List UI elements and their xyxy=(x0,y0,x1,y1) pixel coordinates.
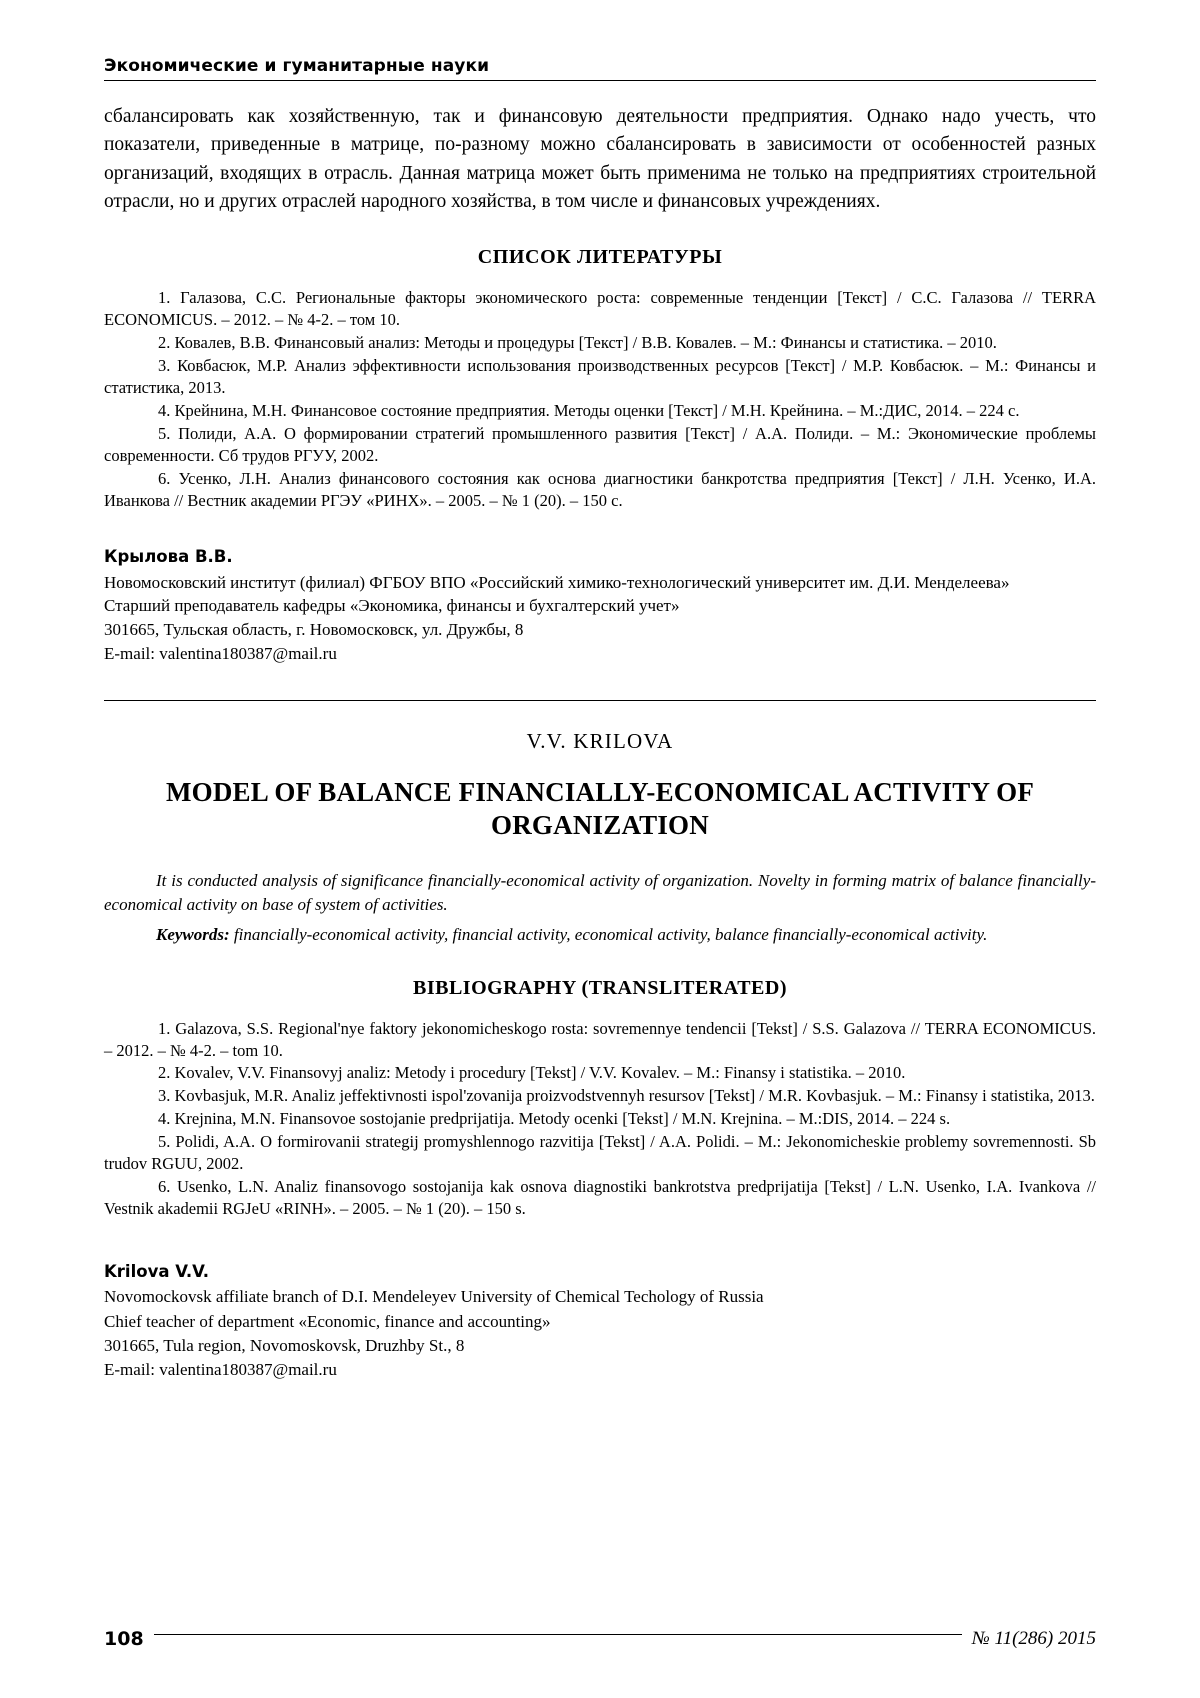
english-abstract: It is conducted analysis of significance financially-economical activity of organization. Novelty in forming matrix of balance financially-economical activity on base of system of activities. xyxy=(104,871,1096,915)
bibliography-item: 1. Galazova, S.S. Regional'nye faktory jekonomicheskogo rosta: sovremennye tendencii [Tekst] / S.S. Galazova // TERRA ECONOMICUS. – 2012. – № 4-2. – tom 10. xyxy=(104,1018,1096,1060)
bibliography-item: 3. Kovbasjuk, M.R. Analiz jeffektivnosti ispol'zovanija proizvodstvennyh resursov [Tekst] / M.R. Kovbasjuk. – M.: Finansy i statistika, 2013. xyxy=(158,1086,1095,1106)
footer-divider xyxy=(154,1634,962,1635)
bibliography-item: 2. Kovalev, V.V. Finansovyj analiz: Metody i procedury [Tekst] / V.V. Kovalev. – M.: Finansy i statistika. – 2010. xyxy=(158,1063,906,1083)
reference-item: 6. Усенко, Л.Н. Анализ финансового состояния как основа диагностики банкротства предприятия [Текст] / Л.Н. Усенко, И.А. Иванкова // Вестник академии РГЭУ «РИНХ». – 2005. – № 1 (20). – 150 с. xyxy=(104,468,1096,510)
reference-item: 2. Ковалев, В.В. Финансовый анализ: Методы и процедуры [Текст] / В.В. Ковалев. – М.: Финансы и статистика. – 2010. xyxy=(158,332,997,352)
page-number: 108 xyxy=(104,1628,144,1650)
bibliography-item: 6. Usenko, L.N. Analiz finansovogo sostojanija kak osnova diagnostiki bankrotstva predprijatija [Tekst] / L.N. Usenko, I.A. Ivankova // Vestnik akademii RGJeU «RINH». – 2005. – № 1 (20). – 150 s. xyxy=(104,1177,1096,1219)
english-author: V.V. KRILOVA xyxy=(526,728,674,753)
header-divider xyxy=(104,80,1096,81)
english-title: MODEL OF BALANCE FINANCIALLY-ECONOMICAL ACTIVITY OF ORGANIZATION xyxy=(165,776,1035,841)
reference-item: 3. Ковбасюк, М.Р. Анализ эффективности использования производственных ресурсов [Текст] / М.Р. Ковбасюк. – М.: Финансы и статистика, 2013. xyxy=(104,355,1096,397)
reference-item: 4. Крейнина, М.Н. Финансовое состояние предприятия. Методы оценки [Текст] / М.Н. Крейнина. – М.:ДИС, 2014. – 224 с. xyxy=(158,400,1020,420)
running-header: Экономические и гуманитарные науки xyxy=(104,56,490,76)
english-keywords xyxy=(104,923,1096,947)
issue-label: № 11(286) 2015 xyxy=(971,1628,1096,1649)
author-affiliation-ru: Новомосковский институт (филиал) ФГБОУ ВПО «Российский химико-технологический университет им. Д.И. Менделеева» xyxy=(104,572,1010,592)
author-email-en: E-mail: valentina180387@mail.ru xyxy=(104,1359,337,1379)
author-name-ru: Крылова В.В. xyxy=(104,547,233,567)
author-address-en: 301665, Tula region, Novomoskovsk, Druzhby St., 8 xyxy=(104,1335,465,1355)
reference-item: 1. Галазова, С.С. Региональные факторы экономического роста: современные тенденции [Текст] / С.С. Галазова // TERRA ECONOMICUS. – 2012. – № 4-2. – том 10. xyxy=(104,288,1096,329)
bibliography-list xyxy=(104,1018,1096,1220)
reference-item: 5. Полиди, А.А. О формировании стратегий промышленного развития [Текст] / А.А. Полиди. – М.: Экономические проблемы современности. Сб трудов РГУУ, 2002. xyxy=(104,423,1096,465)
section-divider xyxy=(104,700,1096,701)
keywords-text: financially-economical activity, financial activity, economical activity, balance financially-economical activity. xyxy=(233,924,988,944)
keywords-label: Keywords: xyxy=(156,924,230,944)
author-block-en xyxy=(104,1260,1096,1382)
author-position-en: Chief teacher of department «Economic, finance and accounting» xyxy=(104,1311,551,1331)
author-address-ru: 301665, Тульская область, г. Новомосковск, ул. Дружбы, 8 xyxy=(104,620,524,640)
bibliography-item: 4. Krejnina, M.N. Finansovoe sostojanie predprijatija. Metody ocenki [Tekst] / M.N. Krejnina. – M.:DIS, 2014. – 224 s. xyxy=(158,1109,951,1129)
author-name-en: Krilova V.V. xyxy=(104,1262,210,1282)
intro-paragraph: сбалансировать как хозяйственную, так и финансовую деятельности предприятия. Однако надо учесть, что показатели, приведенные в матрице, по-разному можно сбалансировать в зависимости от особенностей разных организаций, входящих в отрасль. Данная матрица может быть применима не только на предприятиях строительной отрасли, но и других отраслей народного хозяйства, в том числе и финансовых учреждениях. xyxy=(104,106,1096,212)
bibliography-item: 5. Polidi, A.A. O formirovanii strategij promyshlennogo razvitija [Tekst] / A.A. Polidi. – M.: Jekonomicheskie problemy sovremennosti. Sb trudov RGUU, 2002. xyxy=(104,1132,1096,1174)
author-position-ru: Старший преподаватель кафедры «Экономика, финансы и бухгалтерский учет» xyxy=(104,596,680,616)
author-affiliation-en: Novomockovsk affiliate branch of D.I. Mendeleyev University of Chemical Techology of Russia xyxy=(104,1287,764,1307)
bibliography-title: BIBLIOGRAPHY (TRANSLITERATED) xyxy=(412,976,787,999)
author-email-ru: E-mail: valentina180387@mail.ru xyxy=(104,643,337,663)
author-block-ru xyxy=(104,545,1096,665)
references-ru-list xyxy=(104,287,1096,511)
references-ru-title: СПИСОК ЛИТЕРАТУРЫ xyxy=(477,246,723,269)
page-footer xyxy=(104,1628,1096,1650)
